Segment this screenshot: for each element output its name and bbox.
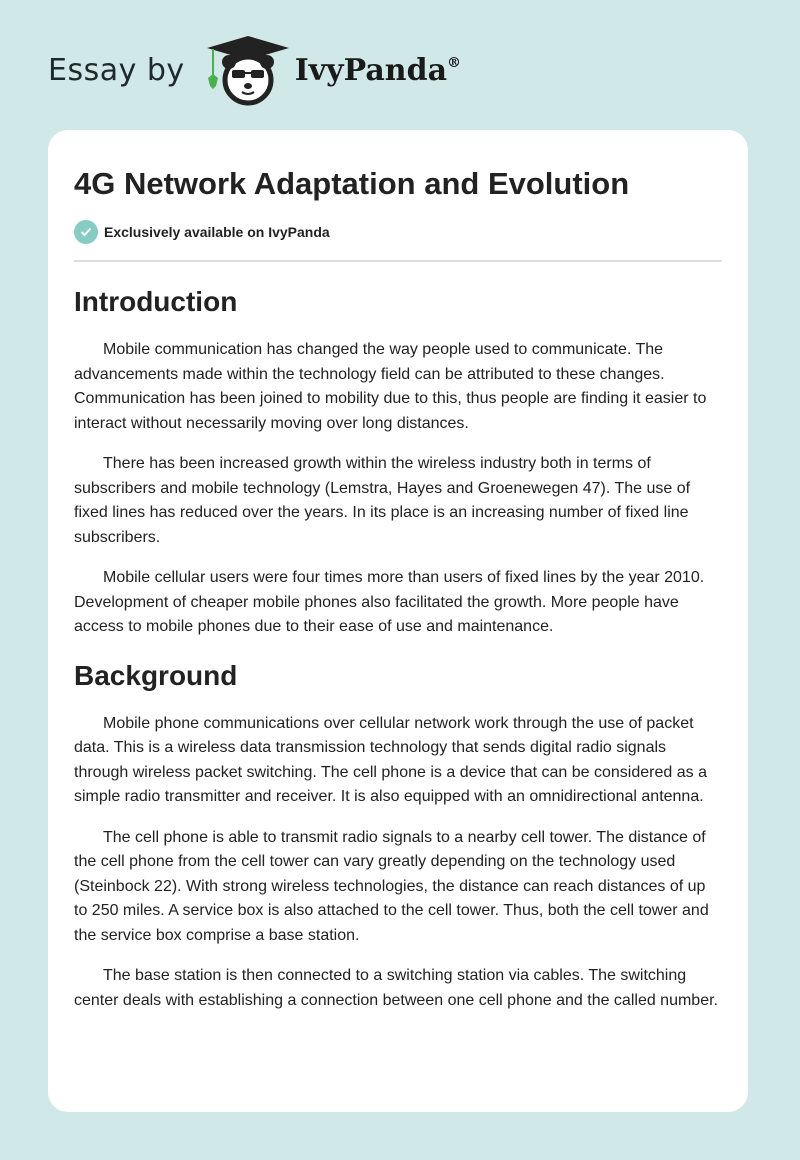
registered-mark: ® xyxy=(447,54,462,71)
section-heading: Background xyxy=(74,659,238,691)
paragraph: Mobile cellular users were four times more than users of fixed lines by the year 2010. Development of cheaper mobile phones also facilitated the growth. More people have access to mobile phones due to their ease of use and maintenance. xyxy=(74,569,705,635)
check-icon xyxy=(74,220,98,244)
paragraph: Mobile phone communications over cellular network work through the use of packet data. This is a wireless data transmission technology that sends digital radio signals through wireless packet switching. The cell phone is a device that can be considered as a simple radio transmitter and receiver. It is also equipped with an omnidirectional antenna. xyxy=(74,714,707,805)
paragraph: There has been increased growth within the wireless industry both in terms of subscribers and mobile technology (Lemstra, Hayes and Groenewegen 47). The use of fixed lines has reduced over the years. In its place is an increasing number of fixed line subscribers. xyxy=(74,455,691,546)
essay-card xyxy=(48,130,748,1112)
brand-name[interactable] xyxy=(295,53,461,88)
page-title: 4G Network Adaptation and Evolution xyxy=(74,166,630,201)
paragraph: The base station is then connected to a switching station via cables. The switching center deals with establishing a connection between one cell phone and the called number. xyxy=(74,967,718,1009)
paragraph: The cell phone is able to transmit radio signals to a nearby cell tower. The distance of the cell phone from the cell tower can vary greatly depending on the technology used (Steinbock 22). With strong wireless technologies, the distance can reach distances of up to 250 miles. A service box is also attached to the cell tower. Thus, both the cell tower and the service box comprise a base station. xyxy=(74,828,709,944)
panda-logo-icon[interactable] xyxy=(205,34,291,106)
paragraph: Mobile communication has changed the way people used to communicate. The advancements made within the technology field can be attributed to these changes. Communication has been joined to mobility due to this, thus people are finding it easier to interact without necessarily moving over long distances. xyxy=(74,341,707,432)
brand-text: IvyPanda xyxy=(294,52,448,88)
badge-text: Exclusively available on IvyPanda xyxy=(104,224,330,240)
exclusive-badge xyxy=(74,220,722,244)
essay-by-label: Essay by xyxy=(48,52,185,88)
divider xyxy=(74,260,722,262)
site-header xyxy=(48,34,461,106)
section-heading: Introduction xyxy=(74,286,238,317)
